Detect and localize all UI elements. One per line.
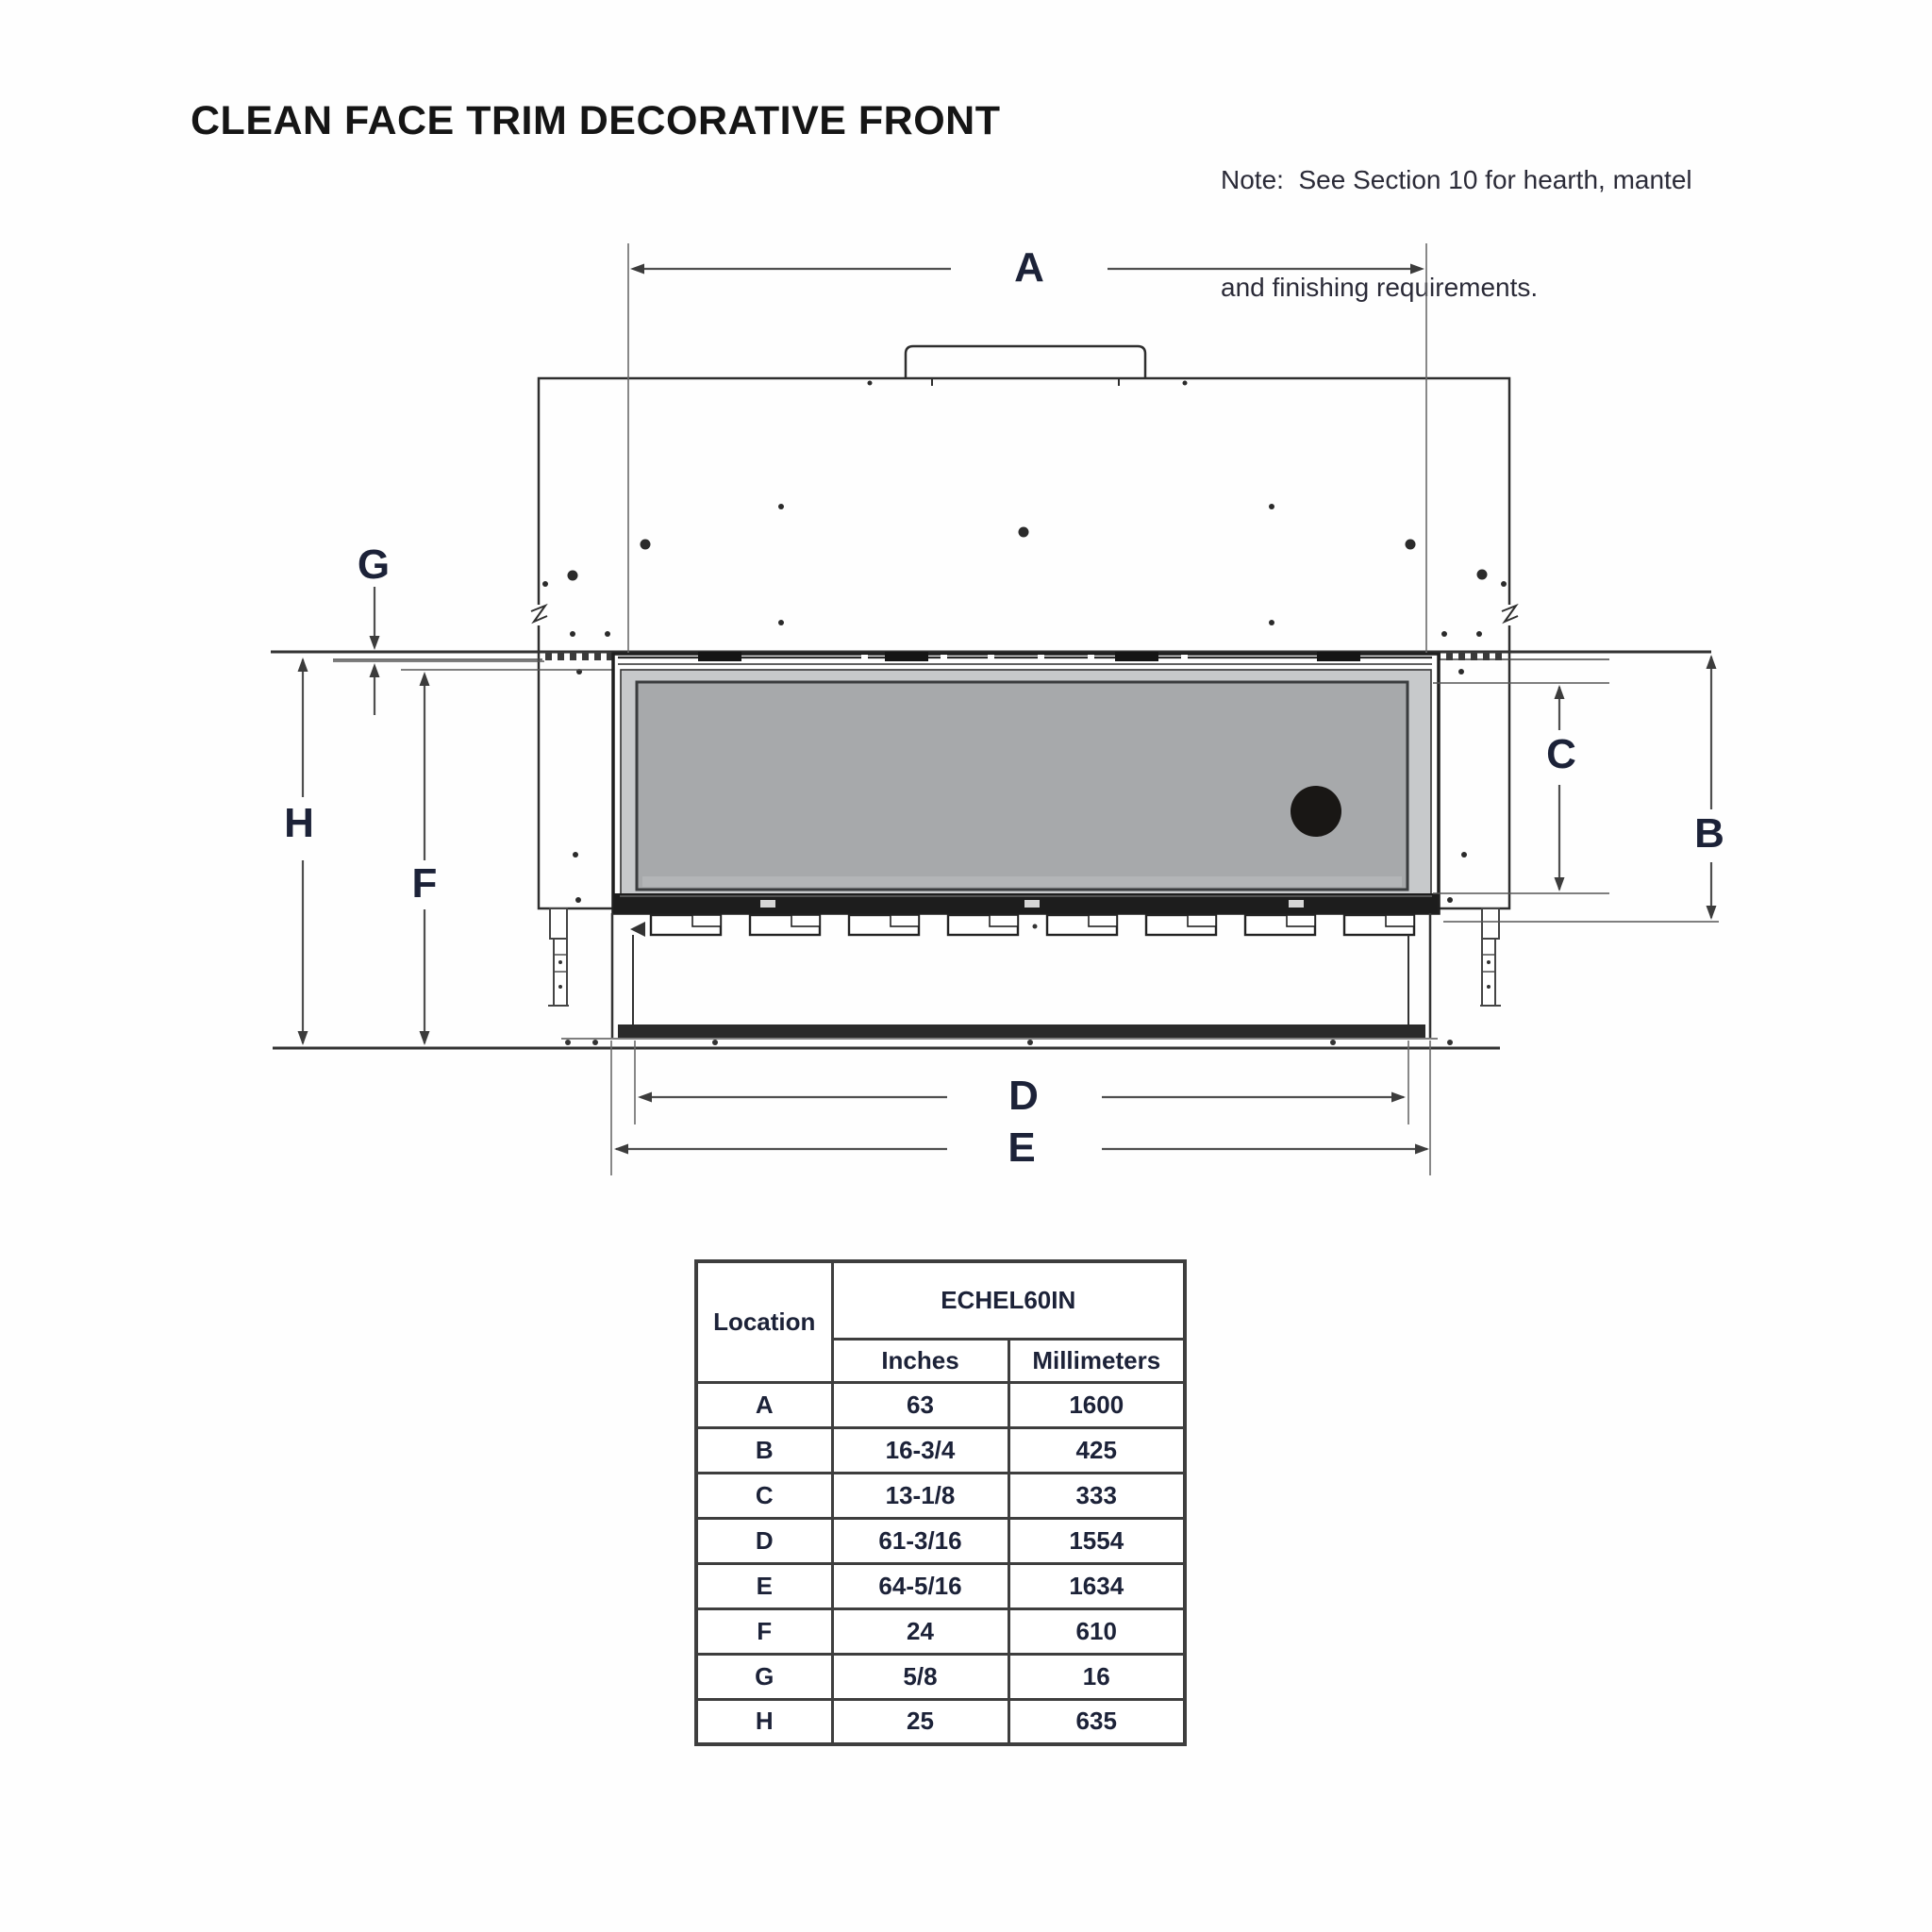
firebox [613,652,1439,913]
cell-inches: 16-3/4 [832,1427,1008,1473]
cell-millimeters: 1634 [1008,1563,1185,1608]
note-line-2: and finishing requirements. [1221,273,1539,302]
table-row [696,1473,1185,1518]
dimension-b [1443,655,1719,922]
dim-label-c: C [1539,732,1584,777]
cell-millimeters: 610 [1008,1608,1185,1654]
cell-location: E [696,1563,832,1608]
dim-label-e: E [1008,1124,1036,1171]
table-header-model: ECHEL60IN [832,1261,1185,1339]
table-row [696,1563,1185,1608]
break-symbols [527,605,1521,625]
cell-location: A [696,1382,832,1427]
leveling-bracket-left [548,908,569,1006]
cell-millimeters: 425 [1008,1427,1185,1473]
cell-inches: 64-5/16 [832,1563,1008,1608]
note-line-1: Note: See Section 10 for hearth, mantel [1221,165,1692,194]
cell-inches: 24 [832,1608,1008,1654]
cell-location: B [696,1427,832,1473]
dim-label-d: D [1008,1073,1039,1119]
cell-inches: 13-1/8 [832,1473,1008,1518]
cell-location: H [696,1699,832,1744]
table-header-millimeters: Millimeters [1008,1339,1185,1382]
cell-location: D [696,1518,832,1563]
cell-millimeters: 635 [1008,1699,1185,1744]
table-header-inches: Inches [832,1339,1008,1382]
cell-location: F [696,1608,832,1654]
igniter-hole [1291,786,1341,837]
table-row [696,1608,1185,1654]
chimney-cap [906,346,1145,378]
dimension-h [298,658,308,1045]
table-header-location: Location [696,1261,832,1382]
cell-location: G [696,1654,832,1699]
dim-label-f: F [405,861,445,907]
cell-millimeters: 1600 [1008,1382,1185,1427]
table-row [696,1382,1185,1427]
leveling-bracket-right [1480,908,1501,1006]
dimension-f [420,672,430,1045]
dim-label-b: B [1687,811,1732,857]
table-row [696,1699,1185,1744]
cell-millimeters: 16 [1008,1654,1185,1699]
page-title: CLEAN FACE TRIM DECORATIVE FRONT [191,98,1001,143]
cell-inches: 25 [832,1699,1008,1744]
burner-tabs [630,915,1414,937]
dimension-table [694,1259,1187,1746]
dim-label-a: A [1014,244,1044,291]
cell-inches: 63 [832,1382,1008,1427]
table-row [696,1654,1185,1699]
table-row [696,1518,1185,1563]
cell-inches: 61-3/16 [832,1518,1008,1563]
dim-label-g: G [357,541,391,588]
lip-screws [565,1040,1453,1045]
dimension-c [1433,683,1609,893]
cell-inches: 5/8 [832,1654,1008,1699]
dim-label-h: H [276,801,322,846]
cell-millimeters: 333 [1008,1473,1185,1518]
cell-millimeters: 1554 [1008,1518,1185,1563]
glass-panel [637,682,1407,890]
cell-location: C [696,1473,832,1518]
dimension-a [628,243,1426,653]
table-row [696,1427,1185,1473]
